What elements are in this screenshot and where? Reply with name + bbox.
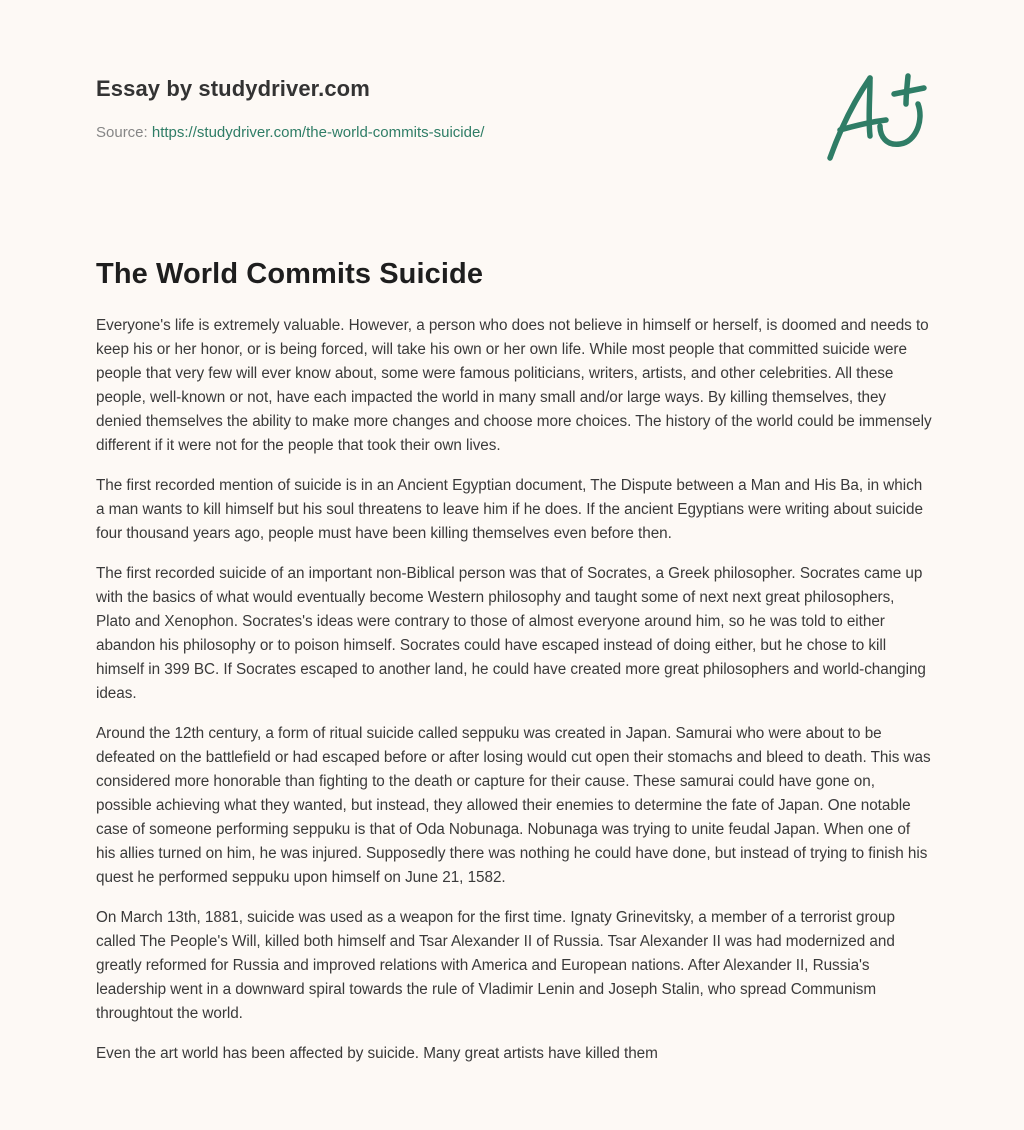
- essay-paragraph: Even the art world has been affected by suicide. Many great artists have killed them: [96, 1045, 658, 1062]
- a-plus-grade-icon: [818, 64, 930, 168]
- essay-paragraph: The first recorded mention of suicide is in an Ancient Egyptian document, The Dispute between a Man and His Ba, in which a man wants to kill himself but his soul threatens to leave him if he does. If the ancient Egyptians were writing about suicide four thousand years ago, people must have been killing themselves even before then.: [96, 477, 923, 542]
- essay-title: The World Commits Suicide: [96, 258, 484, 290]
- source-line: [96, 123, 928, 143]
- source-link[interactable]: https://studydriver.com/the-world-commits-suicide/: [151, 124, 485, 141]
- page-header: [96, 74, 928, 143]
- essay-paragraph: Around the 12th century, a form of ritual suicide called seppuku was created in Japan. Samurai who were about to be defeated on the battlefield or had escaped before or after losing would cut open their stomachs and bleed to death. This was considered more honorable than fighting to the death or capture for their cause. These samurai could have gone on, possible achieving what they wanted, but instead, they allowed their enemies to determine the fate of Japan. One notable case of someone performing seppuku is that of Oda Nobunaga. Nobunaga was trying to unite feudal Japan. When one of his allies turned on him, he was injured. Supposedly there was nothing he could have done, but instead of trying to finish his quest he performed seppuku upon himself on June 21, 1582.: [96, 725, 931, 886]
- brand-title: Essay by studydriver.com: [96, 76, 370, 101]
- essay-paragraph: Everyone's life is extremely valuable. However, a person who does not believe in himself or herself, is doomed and needs to keep his or her honor, or is being forced, will take his own or her own life. While most people that committed suicide were people that very few will ever know about, some were famous politicians, writers, artists, and other celebrities. All these people, well-known or not, have each impacted the world in many small and/or large ways. By killing themselves, they denied themselves the ability to make more changes and choose more choices. The history of the world could be immensely different if it were not for the people that took their own lives.: [96, 317, 932, 454]
- essay-paragraph: On March 13th, 1881, suicide was used as a weapon for the first time. Ignaty Grinevitsky, a member of a terrorist group called The People's Will, killed both himself and Tsar Alexander II of Russia. Tsar Alexander II was had modernized and greatly reformed for Russia and improved relations with America and European nations. After Alexander II, Russia's leadership went in a downward spiral towards the rule of Vladimir Lenin and Joseph Stalin, who spread Communism throughtout the world.: [96, 909, 895, 1022]
- essay-body: [96, 314, 932, 1082]
- source-label: Source:: [96, 124, 152, 141]
- essay-paragraph: The first recorded suicide of an important non-Biblical person was that of Socrates, a Greek philosopher. Socrates came up with the basics of what would eventually become Western philosophy and taught some of next next great philosophers, Plato and Xenophon. Socrates's ideas were contrary to those of almost everyone around him, so he was told to either abandon his philosophy or to poison himself. Socrates could have escaped instead of doing either, but he chose to kill himself in 399 BC. If Socrates escaped to another land, he could have created more great philosophers and world-changing ideas.: [96, 565, 926, 702]
